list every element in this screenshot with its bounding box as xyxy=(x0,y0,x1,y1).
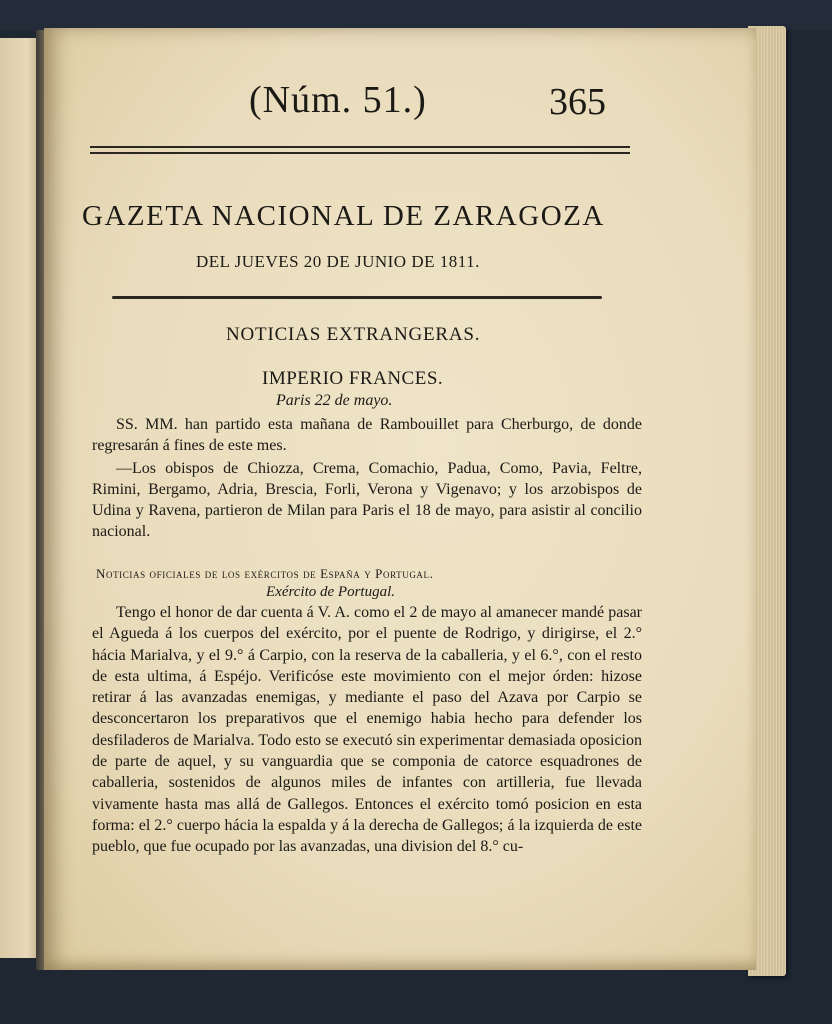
page-number: 365 xyxy=(549,81,606,123)
report-paragraph: Tengo el honor de dar cuenta á V. A. como el 2 de mayo al amanecer mandé pasar el Agueda á los cuerpos del exército, por el puente de Rodrigo, y dirigirse, el 2.° hácia Marialva, y el 9.° á Carpio, con la reserva de la caballeria, y el 6.°, con el resto de esta ultima, á Espéjo. Verificóse este movimiento con el mejor órden: hizose retirar á las avanzadas enemigas, y mediante el paso del Azava por Carpio se desconcertaron los preparativos que el enemigo habia hecho para defender los desfiladeros de Marialva. Todo esto se executó sin experimentar demasiada oposicion de parte de aquel, y su vanguardia que se componia de catorce esquadrones de caballeria, sostenidos de algunos miles de infantes con artilleria, fue llevada vivamente hasta mas allá de Gallegos. Entonces el exército tomó posicion en esta forma: el 2.° cuerpo hácia la espalda y á la derecha de Gallegos; á la izquierda de este pueblo, que fue ocupado por las avanzadas, una division del 8.° cu- xyxy=(92,604,642,856)
section-subtitle: IMPERIO FRANCES. xyxy=(262,368,444,389)
bleed-through-text xyxy=(604,118,754,378)
oficiales-subheading: Exército de Portugal. xyxy=(266,584,395,600)
facing-page-edge xyxy=(0,38,40,958)
issue-number: (Núm. 51.) xyxy=(249,79,427,121)
section-title: NOTICIAS EXTRANGERAS. xyxy=(226,324,481,345)
header-double-rule xyxy=(90,146,630,154)
issue-dateline: DEL JUEVES 20 DE JUNIO DE 1811. xyxy=(196,252,480,271)
newspaper-page xyxy=(44,28,756,970)
section-dateline: Paris 22 de mayo. xyxy=(276,392,393,409)
masthead-rule xyxy=(112,296,602,299)
paragraph-2: —Los obispos de Chiozza, Crema, Comachio, Padua, Como, Pavia, Feltre, Rimini, Bergamo, Adria, Brescia, Forli, Verona y Vigenavo; y los arzobispos de Udina y Ravena, partieron de Milan para Paris el 18 de mayo, para asistir al concilio nacional. xyxy=(92,460,642,540)
paragraph-1: SS. MM. han partido esta mañana de Rambouillet para Cherburgo, de donde regresarán á fines de este mes. xyxy=(92,416,642,454)
scan-background xyxy=(0,0,832,30)
masthead-title: GAZETA NACIONAL DE ZARAGOZA xyxy=(82,200,605,232)
oficiales-heading: Noticias oficiales de los exércitos de España y Portugal. xyxy=(96,566,434,581)
